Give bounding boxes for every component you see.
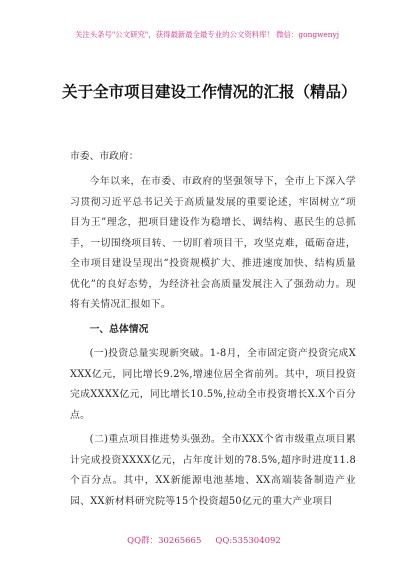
promo-banner: 关注头条号"公文研究"，获得最新最全最专业的公文资料库！ 微信：gongwenyj	[74, 30, 340, 39]
document-title: 关于全市项目建设工作情况的汇报（精品）	[62, 83, 357, 101]
qq-number-text: QQ:535304092	[215, 536, 281, 546]
section-heading-overview: 一、总体情况	[89, 323, 149, 335]
intro-paragraph: 今年以来，在市委、市政府的坚强领导下，全市上下深入学习贯彻习近平总书记关于高质量发展的重要论述，牢固树立“项目为王”理念，把项目建设作为稳增长、调结构、惠民生的总抓手，一切围绕项目转、一切盯着项目干，攻坚克难，砥砺奋进，全市项目建设呈现出“投资规模扩大、推进速度加快、结构质量优化”的良好态势，为经济社会高质量发展注入了强劲动力。现将有关情况汇报如下。	[70, 176, 356, 310]
paragraph-key-projects: (二)重点项目推进势头强劲。全市XXX个省市级重点项目累计完成投资XXXX亿元，占年度计划的78.5%,超序时进度11.8个百分点。其中，XX新能源电池基地、XX高端装备制造产业园、XX新材料研究院等15个投资超50亿元的重大产业项目	[70, 434, 356, 507]
contact-footer	[0, 535, 408, 547]
paragraph-investment-total: (一)投资总量实现新突破。1-8月，全市固定资产投资完成XXXX亿元，同比增长9.2%,增速位居全省前列。其中，项目投资完成XXXX亿元，同比增长10.5%,拉动全市投资增长X.X个百分点。	[70, 348, 356, 421]
document-body	[70, 172, 356, 516]
qq-group-text: QQ群：30265665	[127, 536, 202, 546]
salutation: 市委、市政府：	[70, 151, 139, 162]
